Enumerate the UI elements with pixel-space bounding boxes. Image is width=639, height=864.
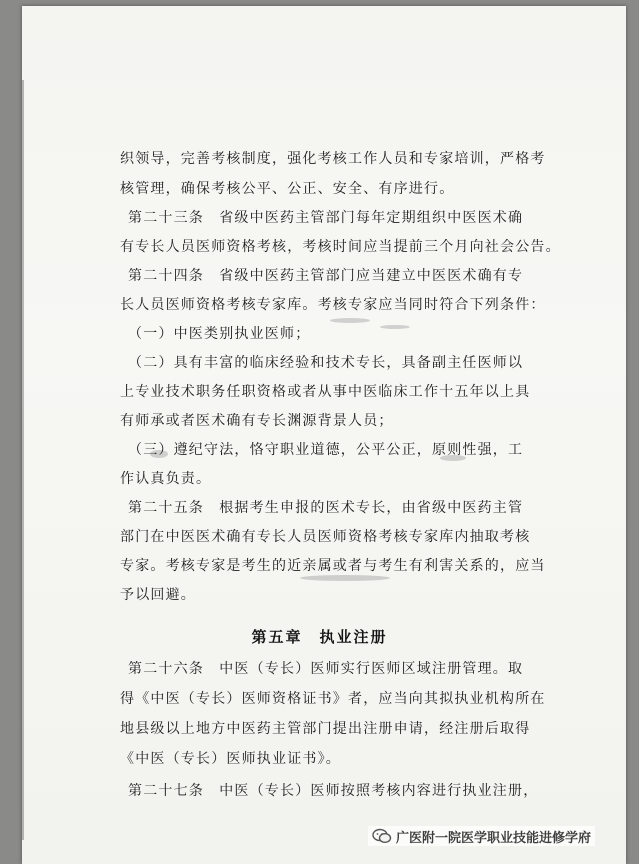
watermark-text: 广医附一院医学职业技能进修学府 bbox=[396, 830, 592, 846]
text-line: 专家。考核专家是考生的近亲属或者与考生有利害关系的，应当 bbox=[120, 558, 546, 574]
text-line: （二）具有丰富的临床经验和技术专长，具备副主任医师以 bbox=[128, 355, 524, 371]
article-27-line: 第二十七条 中医（专长）医师按照考核内容进行执业注册， bbox=[128, 783, 539, 799]
text-line: 上专业技术职务任职资格或者从事中医临床工作十五年以上具 bbox=[120, 384, 531, 400]
text-line: （一）中医类别执业医师； bbox=[128, 326, 311, 342]
chapter-heading: 第五章 执业注册 bbox=[251, 628, 388, 646]
text-line: 织领导，完善考核制度，强化考核工作人员和专家培训，严格考 bbox=[120, 151, 546, 167]
article-25-line: 第二十五条 根据考生申报的医术专长，由省级中医药主管 bbox=[128, 500, 524, 516]
text-line: 核管理，确保考核公平、公正、安全、有序进行。 bbox=[120, 181, 455, 197]
watermark-footer bbox=[368, 826, 595, 846]
text-line: 《中医（专长）医师执业证书》。 bbox=[120, 751, 341, 767]
article-24-line: 第二十四条 省级中医药主管部门应当建立中医医术确有专 bbox=[128, 268, 524, 284]
text-line: 得《中医（专长）医师资格证书》者，应当向其拟执业机构所在 bbox=[120, 691, 546, 707]
text-line: （三）遵纪守法，恪守职业道德，公平公正，原则性强，工 bbox=[128, 442, 524, 458]
text-line: 作认真负责。 bbox=[120, 471, 212, 487]
article-23-line: 第二十三条 省级中医药主管部门每年定期组织中医医术确 bbox=[128, 210, 524, 226]
wechat-icon bbox=[372, 828, 392, 844]
text-line: 予以回避。 bbox=[120, 587, 196, 603]
article-26-line: 第二十六条 中医（专长）医师实行医师区域注册管理。取 bbox=[128, 661, 524, 677]
text-line: 有专长人员医师资格考核，考核时间应当提前三个月向社会公告。 bbox=[120, 239, 561, 255]
text-line: 有师承或者医术确有专长渊源背景人员； bbox=[120, 413, 394, 429]
text-line: 长人员医师资格考核专家库。考核专家应当同时符合下列条件： bbox=[120, 297, 546, 313]
text-line: 部门在中医医术确有专长人员医师资格考核专家库内抽取考核 bbox=[120, 529, 531, 545]
text-line: 地县级以上地方中医药主管部门提出注册申请，经注册后取得 bbox=[120, 721, 531, 737]
